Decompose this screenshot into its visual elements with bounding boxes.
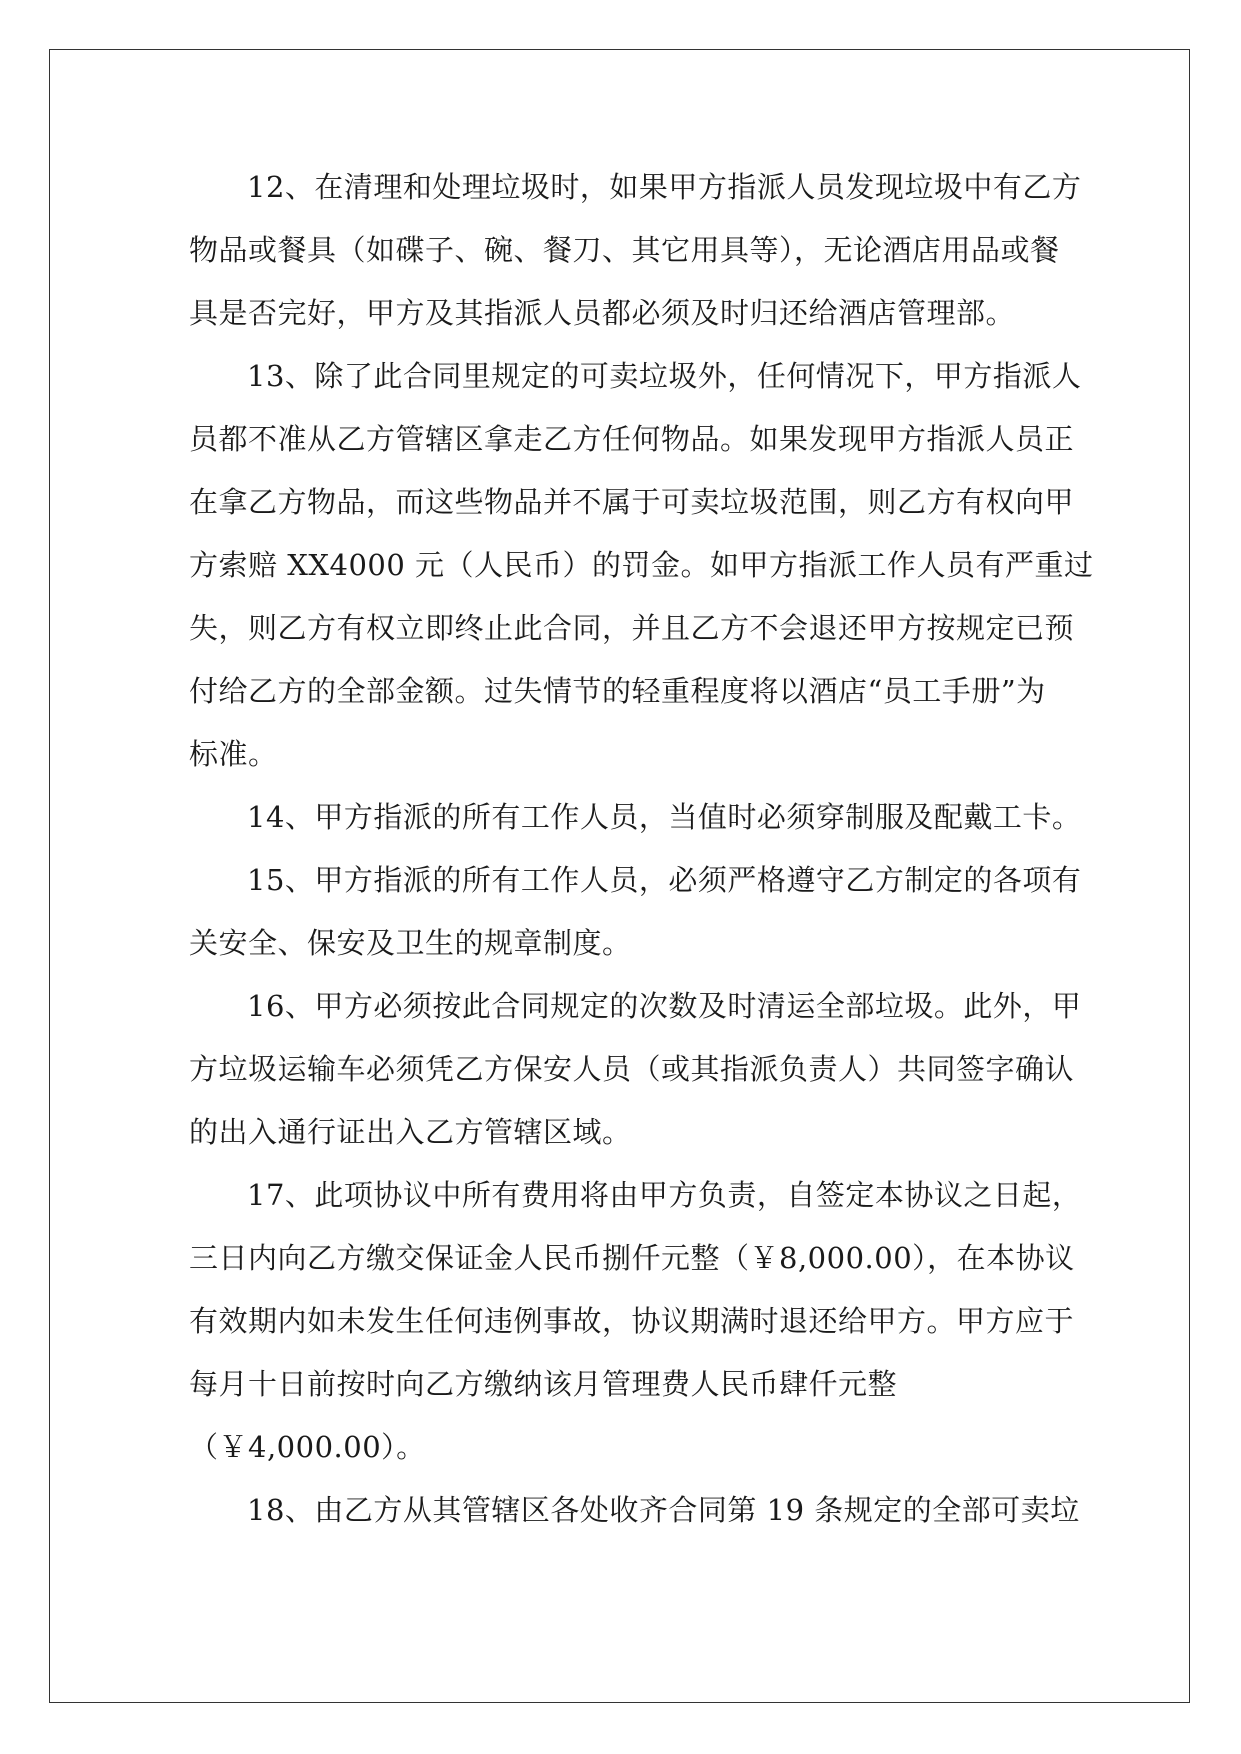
text-line: 方垃圾运输车必须凭乙方保安人员（或其指派负责人）共同签字确认 [189,1052,1075,1086]
text-line: 17、此项协议中所有费用将由甲方负责，自签定本协议之日起， [247,1178,1082,1212]
text-line: 三日内向乙方缴交保证金人民币捌仟元整（￥8,000.00），在本协议 [189,1241,1075,1275]
text-line: 有效期内如未发生任何违例事故，协议期满时退还给甲方。甲方应于 [189,1304,1075,1338]
text-line: 14、甲方指派的所有工作人员，当值时必须穿制服及配戴工卡。 [247,800,1082,834]
document-body [189,156,1094,1542]
text-line: 16、甲方必须按此合同规定的次数及时清运全部垃圾。此外，甲 [247,989,1082,1023]
text-line: （￥4,000.00）。 [189,1430,426,1464]
text-line: 在拿乙方物品，而这些物品并不属于可卖垃圾范围，则乙方有权向甲 [189,485,1075,519]
text-line: 的出入通行证出入乙方管辖区域。 [189,1115,632,1149]
text-line: 物品或餐具（如碟子、碗、餐刀、其它用具等），无论酒店用品或餐 [189,233,1060,267]
text-line: 付给乙方的全部金额。过失情节的轻重程度将以酒店“员工手册”为 [189,674,1046,708]
text-line: 关安全、保安及卫生的规章制度。 [189,926,632,960]
text-line: 每月十日前按时向乙方缴纳该月管理费人民币肆仟元整 [189,1367,898,1401]
text-line: 方索赔 XX4000 元（人民币）的罚金。如甲方指派工作人员有严重过 [189,548,1094,582]
text-line: 失，则乙方有权立即终止此合同，并且乙方不会退还甲方按规定已预 [189,611,1075,645]
text-line: 13、除了此合同里规定的可卖垃圾外，任何情况下，甲方指派人 [247,359,1082,393]
text-line: 标准。 [189,737,278,771]
text-line: 具是否完好，甲方及其指派人员都必须及时归还给酒店管理部。 [189,296,1016,330]
text-line: 18、由乙方从其管辖区各处收齐合同第 19 条规定的全部可卖垃 [247,1493,1080,1527]
text-line: 15、甲方指派的所有工作人员，必须严格遵守乙方制定的各项有 [247,863,1082,897]
text-line: 员都不准从乙方管辖区拿走乙方任何物品。如果发现甲方指派人员正 [189,422,1075,456]
text-line: 12、在清理和处理垃圾时，如果甲方指派人员发现垃圾中有乙方 [247,170,1082,204]
